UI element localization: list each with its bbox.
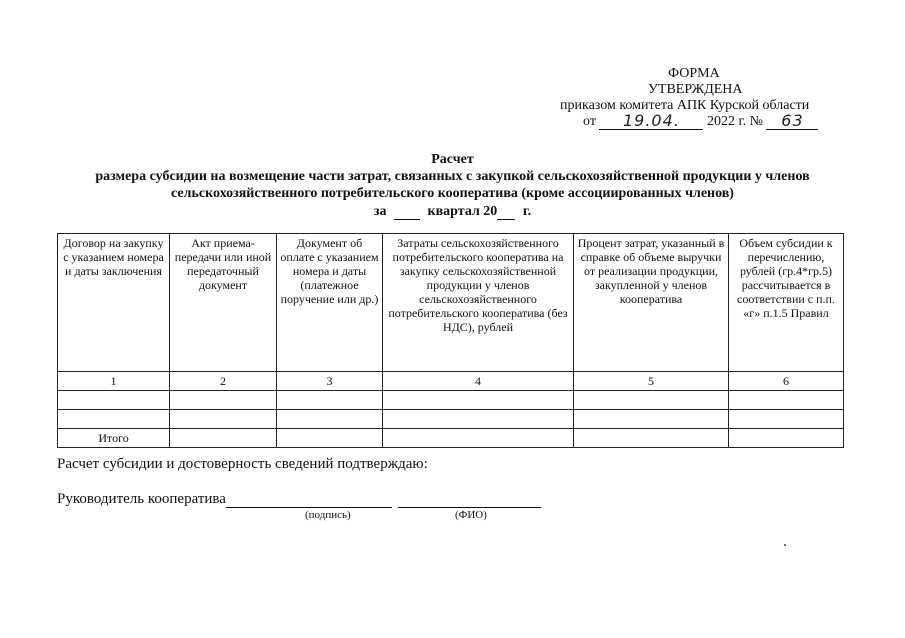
- doc-subtitle-line-1: размера субсидии на возмещение части затрат, связанных с закупкой сельскохозяйственной продукции у членов: [95, 169, 810, 184]
- column-number-row: [58, 372, 844, 391]
- table-cell: [170, 391, 277, 410]
- quarter-blank: [394, 206, 420, 220]
- form-label: ФОРМА: [668, 66, 720, 81]
- subsidy-table: [57, 233, 844, 448]
- table-cell: [277, 391, 383, 410]
- order-date-handwritten: 19.04.: [622, 111, 680, 130]
- table-header-row: [58, 234, 844, 372]
- period-line: [40, 203, 865, 220]
- col-header-costs: Затраты сельскохозяйственного потребительского кооператива на закупку сельскохозяйственной продукции у членов сельскохозяйственного потребительского кооператива (без НДС), рублей: [383, 234, 574, 372]
- table-cell: [170, 429, 277, 448]
- col-header-act: Акт приема-передачи или иной передаточный документ: [170, 234, 277, 372]
- period-mid: квартал 20: [427, 204, 498, 219]
- order-date-field: [599, 111, 703, 130]
- table-cell: [58, 410, 170, 429]
- order-line: приказом комитета АПК Курской области: [560, 98, 810, 113]
- head-label: Руководитель кооператива: [57, 491, 226, 507]
- signature-blank: [226, 492, 392, 508]
- order-number-field: [766, 111, 818, 130]
- table-cell: [574, 410, 729, 429]
- table-cell: [729, 429, 844, 448]
- approved-label: УТВЕРЖДЕНА: [648, 82, 743, 97]
- table-row: [58, 391, 844, 410]
- table-cell: [729, 391, 844, 410]
- doc-subtitle-line-2: сельскохозяйственного потребительского кооператива (кроме ассоциированных членов): [171, 186, 734, 201]
- table-cell: [277, 429, 383, 448]
- period-suffix: г.: [522, 204, 532, 219]
- table-cell: [383, 410, 574, 429]
- table-cell: [574, 391, 729, 410]
- col-number: 2: [170, 372, 277, 391]
- col-header-percent: Процент затрат, указанный в справке об объеме выручки от реализации продукции, закупленной у членов кооператива: [574, 234, 729, 372]
- table-cell: [729, 410, 844, 429]
- table-row: [58, 410, 844, 429]
- col-number: 1: [58, 372, 170, 391]
- col-number: 6: [729, 372, 844, 391]
- confirmation-text: Расчет субсидии и достоверность сведений подтверждаю:: [57, 456, 428, 472]
- table-cell: [277, 410, 383, 429]
- col-number: 4: [383, 372, 574, 391]
- col-header-subsidy: Объем субсидии к перечислению, рублей (гр.4*гр.5) рассчитывается в соответствии с п.п. «г» п.1.5 Правил: [729, 234, 844, 372]
- stray-mark: [784, 544, 786, 546]
- date-prefix: от: [583, 114, 596, 129]
- doc-title: Расчет: [431, 152, 474, 167]
- table-cell: [383, 429, 574, 448]
- col-header-payment-doc: Документ об оплате с указанием номера и даты (платежное поручение или др.): [277, 234, 383, 372]
- period-prefix: за: [373, 204, 387, 219]
- year-text: 2022 г. №: [706, 114, 763, 129]
- order-date-line: [583, 111, 818, 130]
- total-label: Итого: [58, 429, 170, 448]
- table-cell: [574, 429, 729, 448]
- fio-blank: [398, 492, 541, 508]
- total-row: [58, 429, 844, 448]
- year-blank: [497, 206, 515, 220]
- fio-caption: (ФИО): [455, 509, 487, 521]
- order-number-handwritten: 63: [781, 111, 804, 130]
- col-number: 5: [574, 372, 729, 391]
- col-number: 3: [277, 372, 383, 391]
- col-header-contract: Договор на закупку с указанием номера и даты заключения: [58, 234, 170, 372]
- signature-caption: (подпись): [305, 509, 351, 521]
- table-cell: [58, 391, 170, 410]
- head-signature-line: [57, 490, 541, 508]
- table-cell: [383, 391, 574, 410]
- table-cell: [170, 410, 277, 429]
